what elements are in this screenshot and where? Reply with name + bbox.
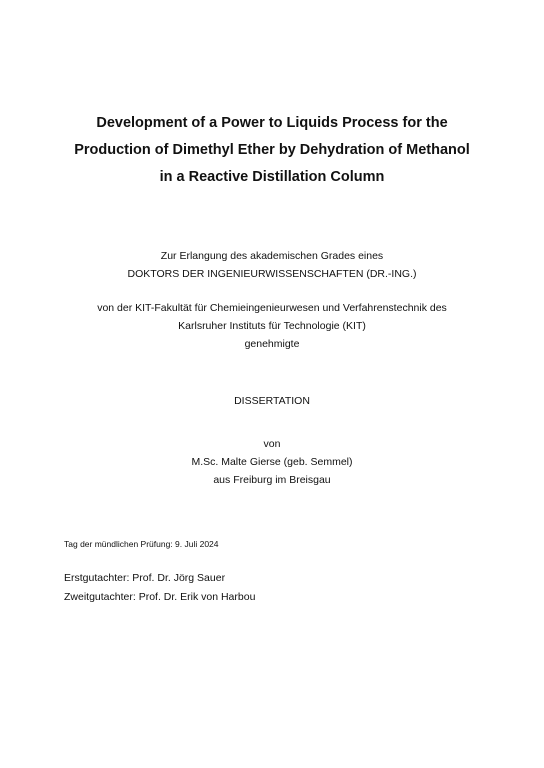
- thesis-title-line-3: in a Reactive Distillation Column: [159, 169, 385, 185]
- author-name: M.Sc. Malte Gierse (geb. Semmel): [191, 456, 353, 468]
- first-reviewer: Erstgutachter: Prof. Dr. Jörg Sauer: [64, 572, 226, 584]
- exam-date: Tag der mündlichen Prüfung: 9. Juli 2024: [64, 539, 219, 549]
- degree-line-1: Zur Erlangung des akademischen Grades eines: [160, 250, 384, 262]
- exam-date-block: [64, 535, 219, 554]
- faculty-line-2: Karlsruher Instituts für Technologie (KIT): [178, 320, 366, 332]
- degree-line-2: DOKTORS DER INGENIEURWISSENSCHAFTEN (DR.-ING.): [127, 268, 417, 280]
- thesis-title: [0, 110, 544, 191]
- thesis-title-line-1: Development of a Power to Liquids Process for the: [96, 115, 448, 131]
- document-type: [0, 392, 544, 410]
- thesis-title-line-2: Production of Dimethyl Ether by Dehydration of Methanol: [74, 142, 470, 158]
- author-by: von: [263, 438, 281, 450]
- author-block: [0, 435, 544, 489]
- second-reviewer: Zweitgutachter: Prof. Dr. Erik von Harbou: [64, 591, 256, 603]
- document-type-label: DISSERTATION: [234, 395, 310, 407]
- degree-statement: [0, 247, 544, 283]
- author-origin: aus Freiburg im Breisgau: [213, 474, 331, 486]
- faculty-line-3: genehmigte: [244, 338, 300, 350]
- faculty-line-1: von der KIT-Fakultät für Chemieingenieurwesen und Verfahrenstechnik des: [97, 302, 447, 314]
- reviewers-block: [64, 569, 255, 607]
- faculty-statement: [0, 299, 544, 353]
